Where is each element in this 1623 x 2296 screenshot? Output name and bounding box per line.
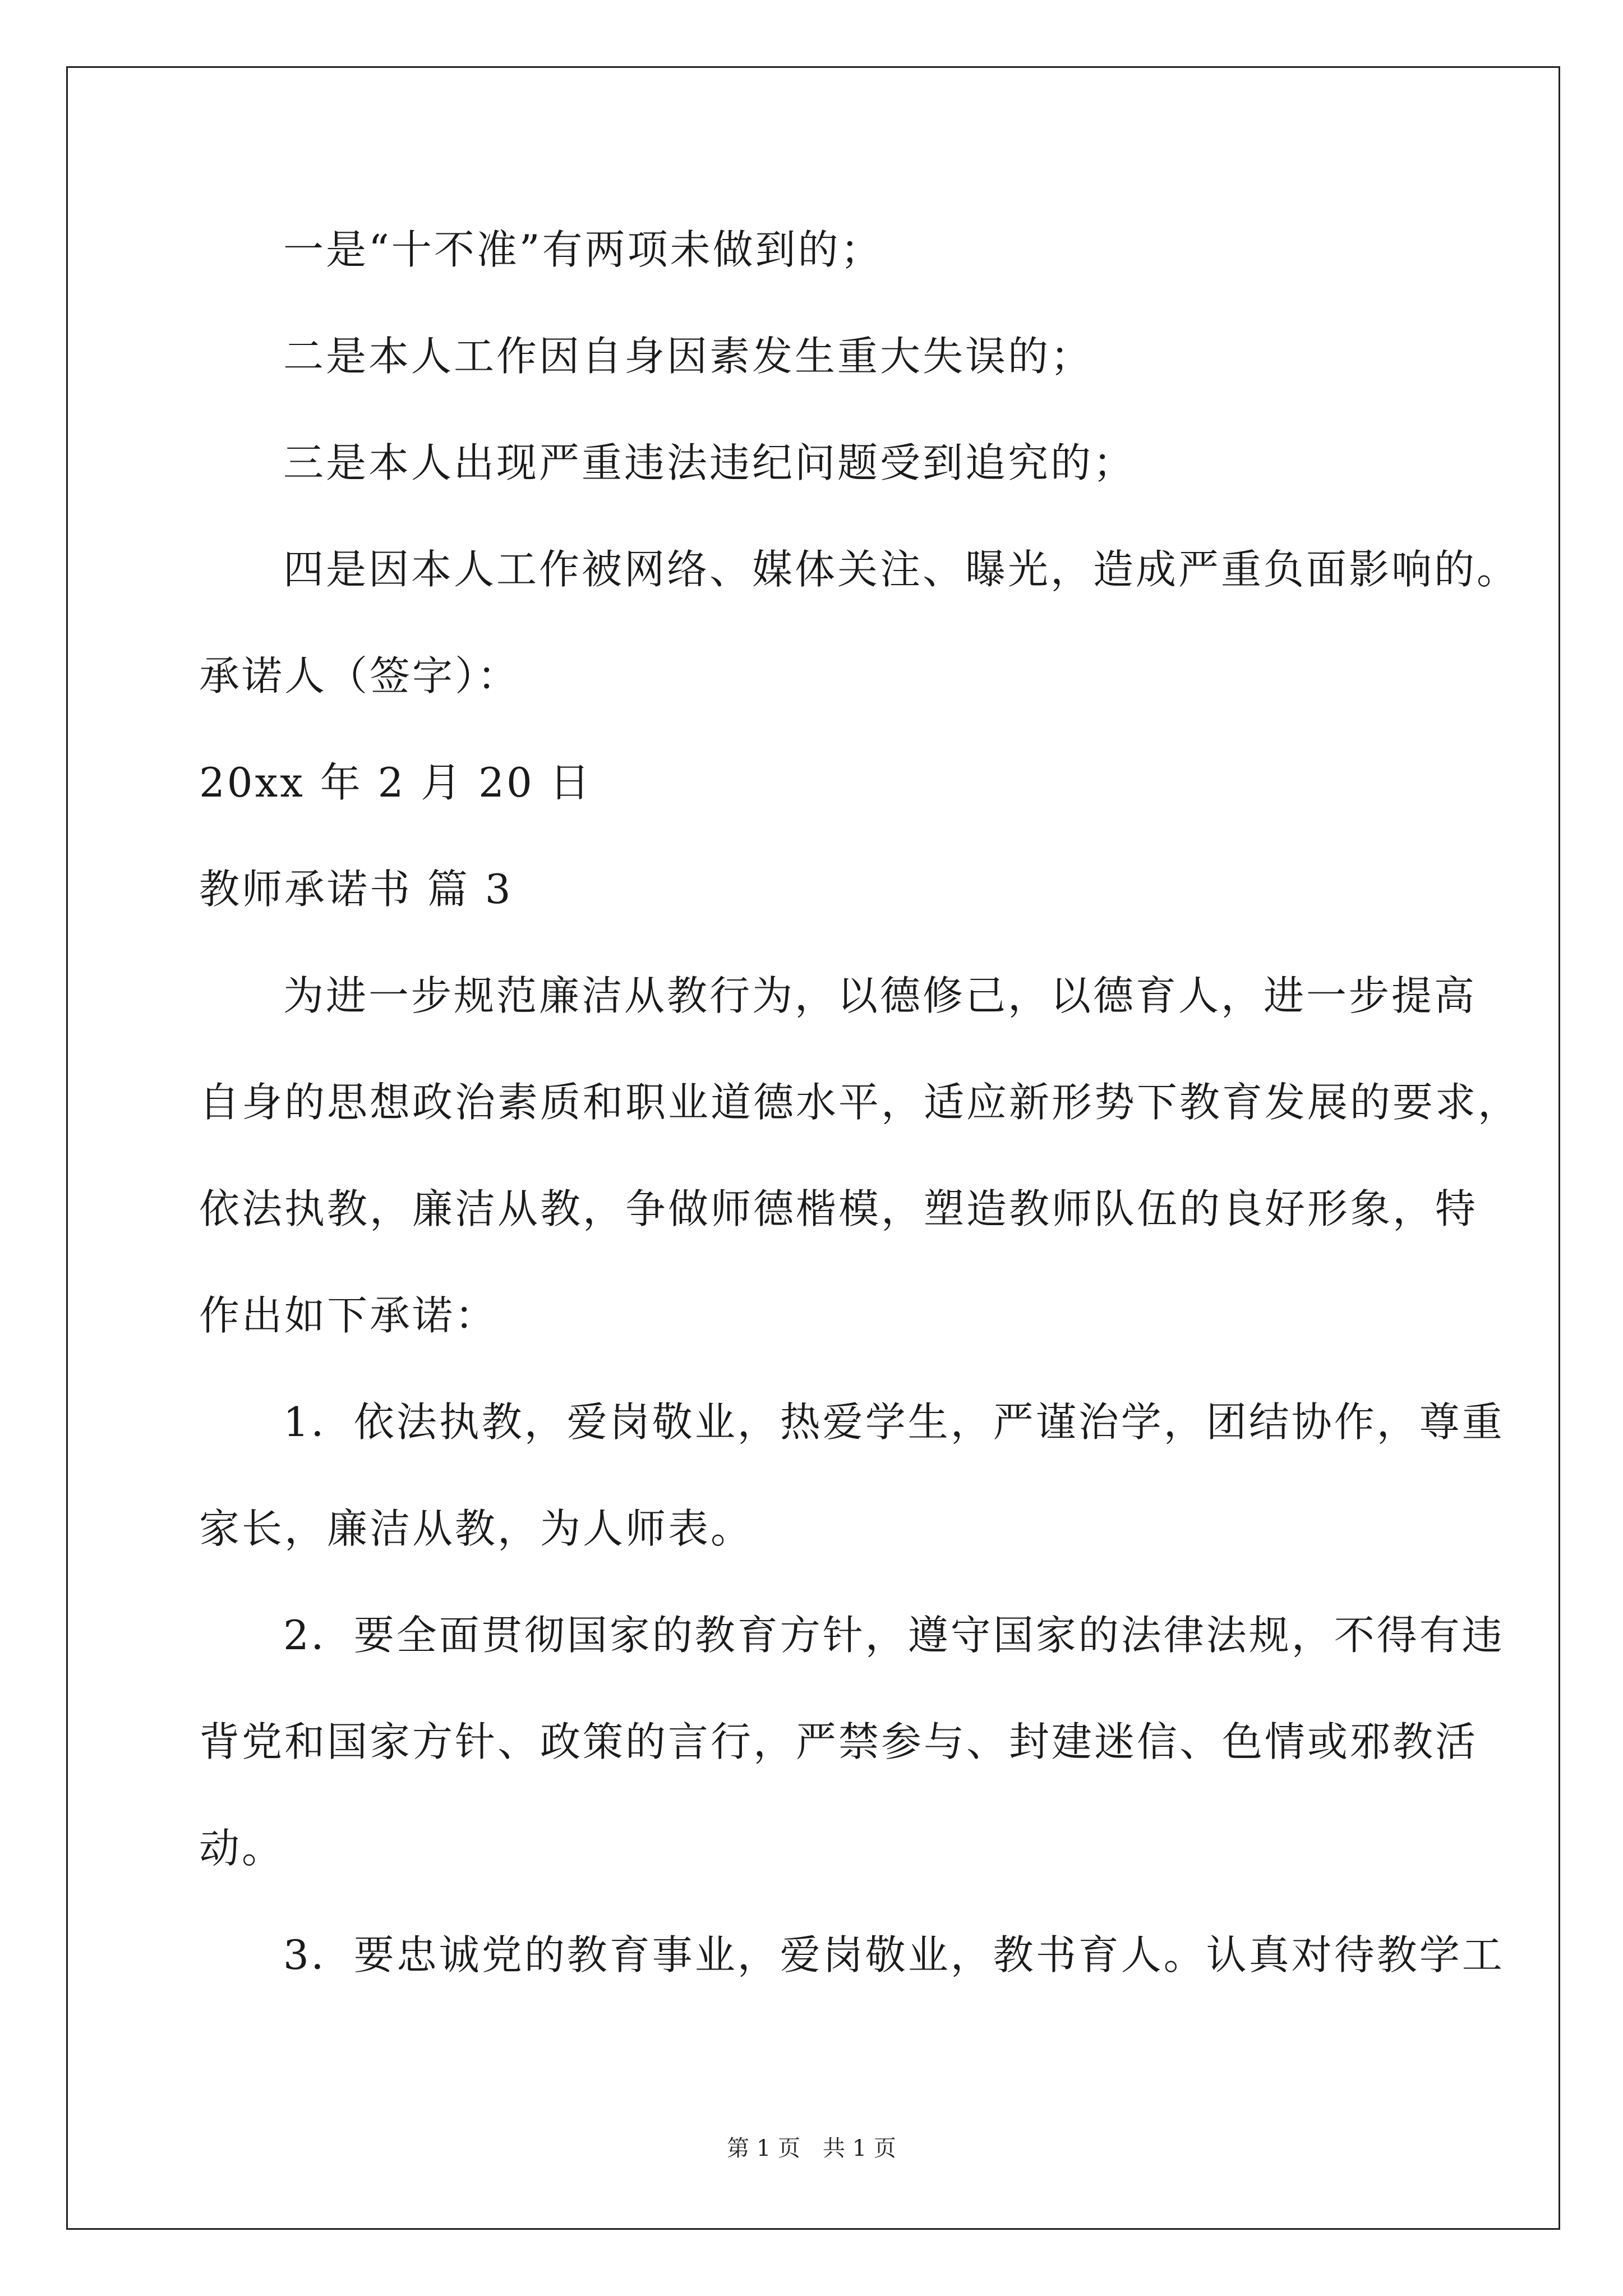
list-item-line: 1．依法执教，爱岗敬业，热爱学生，严谨治学，团结协作，尊重 bbox=[283, 1398, 1505, 1446]
paragraph-line: 依法执教，廉洁从教，争做师德楷模，塑造教师队伍的良好形象，特 bbox=[199, 1185, 1478, 1232]
list-item-line: 3．要忠诚党的教育事业，爱岗敬业，教书育人。认真对待教学工 bbox=[283, 1931, 1505, 1978]
page-border bbox=[66, 66, 1560, 2230]
signature-label: 承诺人（签字）： bbox=[199, 652, 520, 700]
list-item-line: 家长，廉洁从教，为人师表。 bbox=[199, 1505, 754, 1552]
page-footer: 第 1 页 共 1 页 bbox=[727, 2136, 896, 2161]
paragraph-line: 为进一步规范廉洁从教行为，以德修己，以德育人，进一步提高 bbox=[283, 972, 1477, 1019]
list-item-line: 动。 bbox=[199, 1825, 285, 1872]
section-heading: 教师承诺书 篇 3 bbox=[199, 866, 513, 913]
list-item-line: 2．要全面贯彻国家的教育方针，遵守国家的法律法规，不得有违 bbox=[283, 1612, 1505, 1659]
date-line: 20xx 年 2 月 20 日 bbox=[199, 759, 592, 806]
paragraph-line: 三是本人出现严重违法违纪问题受到追究的； bbox=[283, 439, 1136, 486]
paragraph-line: 一是“十不准”有两项未做到的； bbox=[283, 226, 883, 273]
list-item-line: 背党和国家方针、政策的言行，严禁参与、封建迷信、色情或邪教活 bbox=[199, 1718, 1478, 1765]
paragraph-line: 四是因本人工作被网络、媒体关注、曝光，造成严重负面影响的。 bbox=[283, 546, 1520, 593]
paragraph-line: 自身的思想政治素质和职业道德水平，适应新形势下教育发展的要求， bbox=[199, 1079, 1521, 1126]
paragraph-line: 作出如下承诺： bbox=[199, 1292, 498, 1339]
paragraph-line: 二是本人工作因自身因素发生重大失误的； bbox=[283, 333, 1094, 380]
